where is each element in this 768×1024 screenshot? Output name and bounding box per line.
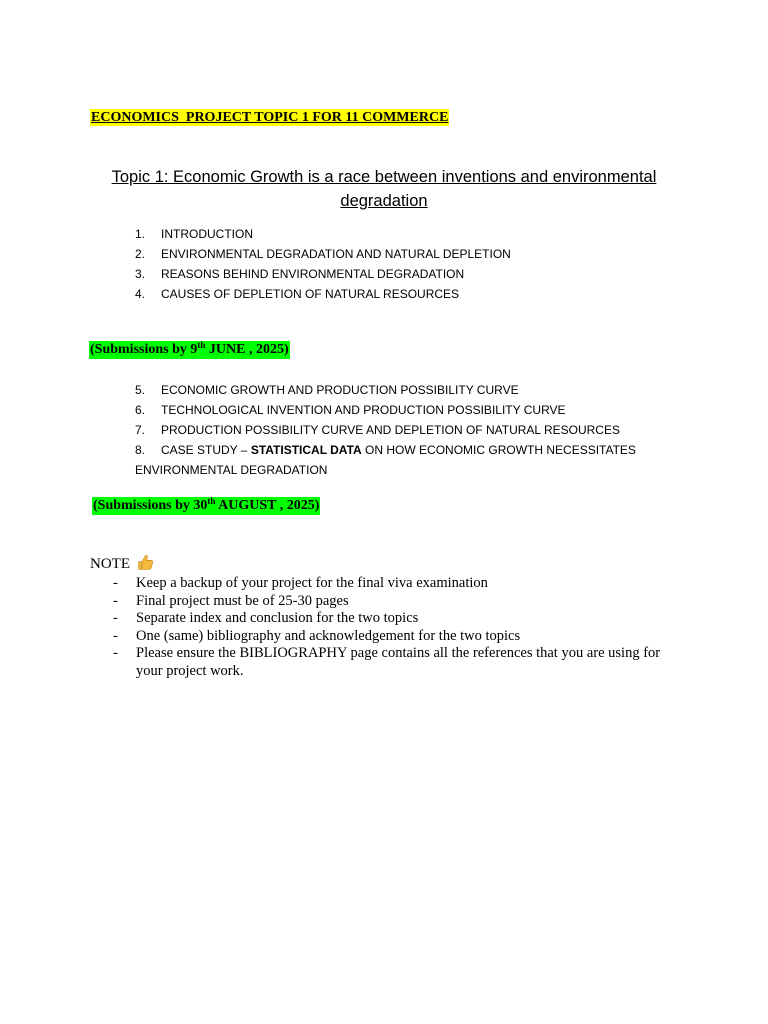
topic-title: Topic 1: Economic Growth is a race between inventions and environmental degradation	[111, 168, 657, 210]
submission-deadline-2	[92, 497, 320, 515]
project-heading: ECONOMICS PROJECT TOPIC 1 FOR 11 COMMERCE	[91, 110, 449, 125]
submission-deadline-1	[89, 341, 290, 359]
outline-item	[135, 284, 695, 304]
thumbs-up-icon-shape	[138, 555, 152, 569]
note-item	[110, 610, 680, 628]
outline-item-text-continued: ON HOW ECONOMIC GROWTH NECESSITATES ENVIRONMENTAL DEGRADATION	[135, 443, 636, 477]
outline-item-number: 2.	[135, 247, 146, 261]
note-bullet: -	[113, 575, 118, 591]
note-item-text: Please ensure the BIBLIOGRAPHY page contains all the references that you are using for your project work.	[136, 645, 661, 679]
submission-deadline-suffix: JUNE , 2025)	[205, 342, 289, 357]
outline-item-number: 3.	[135, 267, 146, 281]
outline-item-number: 8.	[135, 443, 146, 457]
outline-item-number: 4.	[135, 287, 146, 301]
outline-item-text: ENVIRONMENTAL DEGRADATION AND NATURAL DEPLETION	[161, 247, 511, 261]
topic-outline-part-1	[135, 224, 695, 304]
outline-item-number: 7.	[135, 423, 146, 437]
outline-item	[135, 380, 695, 400]
note-bullet: -	[113, 610, 118, 626]
submission-deadline-prefix: (Submissions by 30	[93, 498, 208, 513]
submission-deadline-ordinal: th	[207, 496, 216, 506]
note-item-text: One (same) bibliography and acknowledgement for the two topics	[136, 627, 521, 644]
note-item	[110, 593, 680, 611]
note-list	[110, 575, 680, 680]
note-bullet: -	[113, 627, 118, 644]
outline-item	[135, 440, 695, 480]
outline-item-number: 1.	[135, 227, 146, 241]
outline-item-text: TECHNOLOGICAL INVENTION AND PRODUCTION POSSIBILITY CURVE	[161, 403, 566, 417]
note-item	[110, 628, 680, 646]
outline-item-text: REASONS BEHIND ENVIRONMENTAL DEGRADATION	[161, 267, 465, 281]
note-item	[110, 575, 680, 593]
note-item-text: Separate index and conclusion for the two topics	[136, 610, 419, 626]
outline-item-text: CAUSES OF DEPLETION OF NATURAL RESOURCES	[161, 287, 460, 301]
outline-item-emphasis: STATISTICAL DATA	[250, 443, 362, 457]
submission-deadline-suffix: AUGUST , 2025)	[215, 498, 320, 513]
outline-item-text: ECONOMIC GROWTH AND PRODUCTION POSSIBILITY CURVE	[161, 383, 519, 397]
note-heading	[90, 554, 154, 574]
outline-item-number: 6.	[135, 403, 146, 417]
outline-item	[135, 244, 695, 264]
outline-item-text: PRODUCTION POSSIBILITY CURVE AND DEPLETION OF NATURAL RESOURCES	[161, 423, 620, 437]
submission-deadline-ordinal: th	[197, 340, 206, 350]
note-bullet: -	[113, 645, 118, 661]
thumbs-up-icon	[137, 554, 154, 571]
outline-item-text: CASE STUDY –	[161, 443, 251, 457]
topic-outline-part-2	[135, 380, 695, 480]
outline-item-text: INTRODUCTION	[161, 227, 253, 241]
note-label: NOTE	[90, 556, 130, 572]
submission-deadline-prefix: (Submissions by 9	[90, 342, 198, 357]
outline-item	[135, 420, 695, 440]
note-item-text: Keep a backup of your project for the final viva examination	[136, 575, 488, 591]
outline-item	[135, 400, 695, 420]
outline-item	[135, 264, 695, 284]
outline-item	[135, 224, 695, 244]
note-item	[110, 645, 680, 680]
note-item-text: Final project must be of 25-30 pages	[136, 592, 349, 609]
outline-item-number: 5.	[135, 383, 146, 397]
note-bullet: -	[113, 592, 118, 609]
